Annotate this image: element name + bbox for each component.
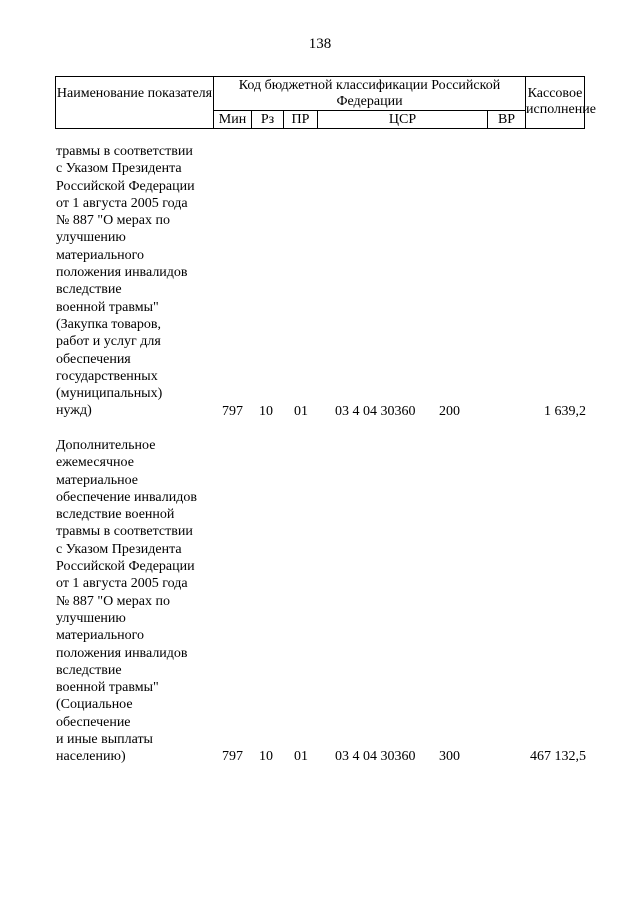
header-sub-rz: Рз: [252, 111, 284, 128]
row-exec: 467 132,5: [530, 749, 586, 764]
header-code-column: Код бюджетной классификации Российской Федерации: [214, 77, 526, 111]
row-csr: 03 4 04 30360: [335, 749, 416, 764]
page-number: 138: [308, 36, 332, 52]
header-sub-pr: ПР: [284, 111, 318, 128]
header-sub-csr: ЦСР: [318, 111, 488, 128]
row-min: 797: [222, 404, 243, 419]
header-sub-min: Мин: [214, 111, 252, 128]
row-exec: 1 639,2: [544, 404, 586, 419]
row-pr: 01: [294, 749, 308, 764]
row-name: травмы в соответствии с Указом Президента Российской Федерации от 1 августа 2005 года № 887 "О мерах по улучшению материального положения инвалидов вследствие военной травмы" (Закупка товаров, работ и услуг для обеспечения государственных (муниципальных) нужд): [56, 144, 195, 419]
table-row: [56, 143, 586, 423]
table-header: [55, 76, 596, 129]
row-min: 797: [222, 749, 243, 764]
row-csr: 03 4 04 30360: [335, 404, 416, 419]
table-row: [56, 437, 586, 777]
row-pr: 01: [294, 404, 308, 419]
header-name-column: Наименование показателя: [56, 77, 214, 128]
row-name: Дополнительное ежемесячное материальное обеспечение инвалидов вследствие военной травмы в соответствии с Указом Президента Российской Федерации от 1 августа 2005 года № 887 "О мерах по улучшению материального положения инвалидов вследствие военной травмы" (Социальное обеспечение и иные выплаты населению): [56, 438, 197, 765]
header-exec-column: Кассовое исполнение: [526, 86, 596, 117]
row-rz: 10: [259, 749, 273, 764]
row-rz: 10: [259, 404, 273, 419]
header-sub-vr: ВР: [488, 111, 526, 128]
row-vr: 300: [439, 749, 460, 764]
row-vr: 200: [439, 404, 460, 419]
